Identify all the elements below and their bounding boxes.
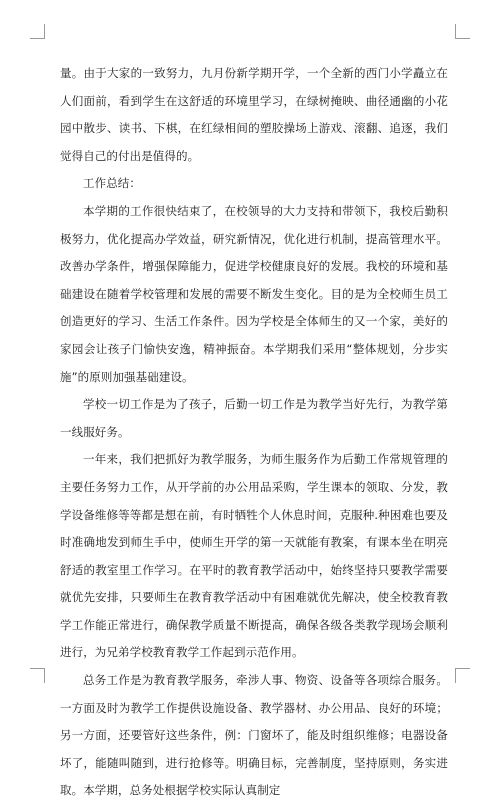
- crop-mark-top-left: [30, 24, 45, 39]
- crop-mark-bottom-left: [30, 668, 45, 683]
- section-heading: 工作总结：: [83, 176, 141, 191]
- paragraph-4: 学校一切工作是为了孩子，后勤一切工作是为教学当好先行，为教学第一线服好务。: [60, 397, 448, 439]
- paragraph-6: 总务工作是为教育教学服务，牵涉人事、物资、设备等各项综合服务。一方面及时为教学工作提供设施设备、教学器材、办公用品、良好的环境；另一方面，还要管好这些条件，例：门窗坏了，能及时组织维修；电器设备坏了，能随叫随到，进行抢修等。明确目标，完善制度，坚持原则，务实进取。本学期，总务处根据学校实际认真制定: [60, 673, 448, 798]
- document-body: [60, 60, 448, 805]
- crop-mark-top-right: [455, 24, 470, 39]
- crop-mark-bottom-right: [455, 668, 470, 683]
- paragraph-1: 量。由于大家的一致努力，九月份新学期开学，一个全新的西门小学矗立在人们面前，看到学生在这舒适的环境里学习，在绿树掩映、曲径通幽的小花园中散步、读书、下棋，在红绿相间的塑胶操场上游戏、滚翻、追逐，我们觉得自己的付出是值得的。: [60, 66, 448, 163]
- paragraph-3: 本学期的工作很快结束了，在校领导的大力支持和带领下，我校后勤积极努力，优化提高办学效益，研究新情况，优化进行机制，提高管理水平。改善办学条件，增强保障能力，促进学校健康良好的发展。我校的环境和基础建设在随着学校管理和发展的需要不断发生变化。目的是为全校师生员工创造更好的学习、生活工作条件。因为学校是全体师生的又一个家，美好的家园会让孩子门愉快安逸，精神振奋。本学期我们采用“整体规划，分步实施”的原则加强基础建设。: [60, 203, 448, 384]
- paragraph-5: 一年来，我们把抓好为教学服务，为师生服务作为后勤工作常规管理的主要任务努力工作，从开学前的办公用品采购，学生课本的领取、分发，教学设备维修等等都是想在前，有时牺牲个人休息时间，克服种.种困难也要及时准确地发到师生手中，使师生开学的第一天就能有教案，有课本坐在明亮舒适的教室里工作学习。在平时的教育教学活动中，始终坚持只要教学需要就优先安排，只要师生在教育教学活动中有困难就优先解决，使全校教育教学工作能正常进行，确保教学质量不断提高，确保各级各类教学现场会顺利进行，为兄弟学校教育教学工作起到示范作用。: [60, 452, 448, 660]
